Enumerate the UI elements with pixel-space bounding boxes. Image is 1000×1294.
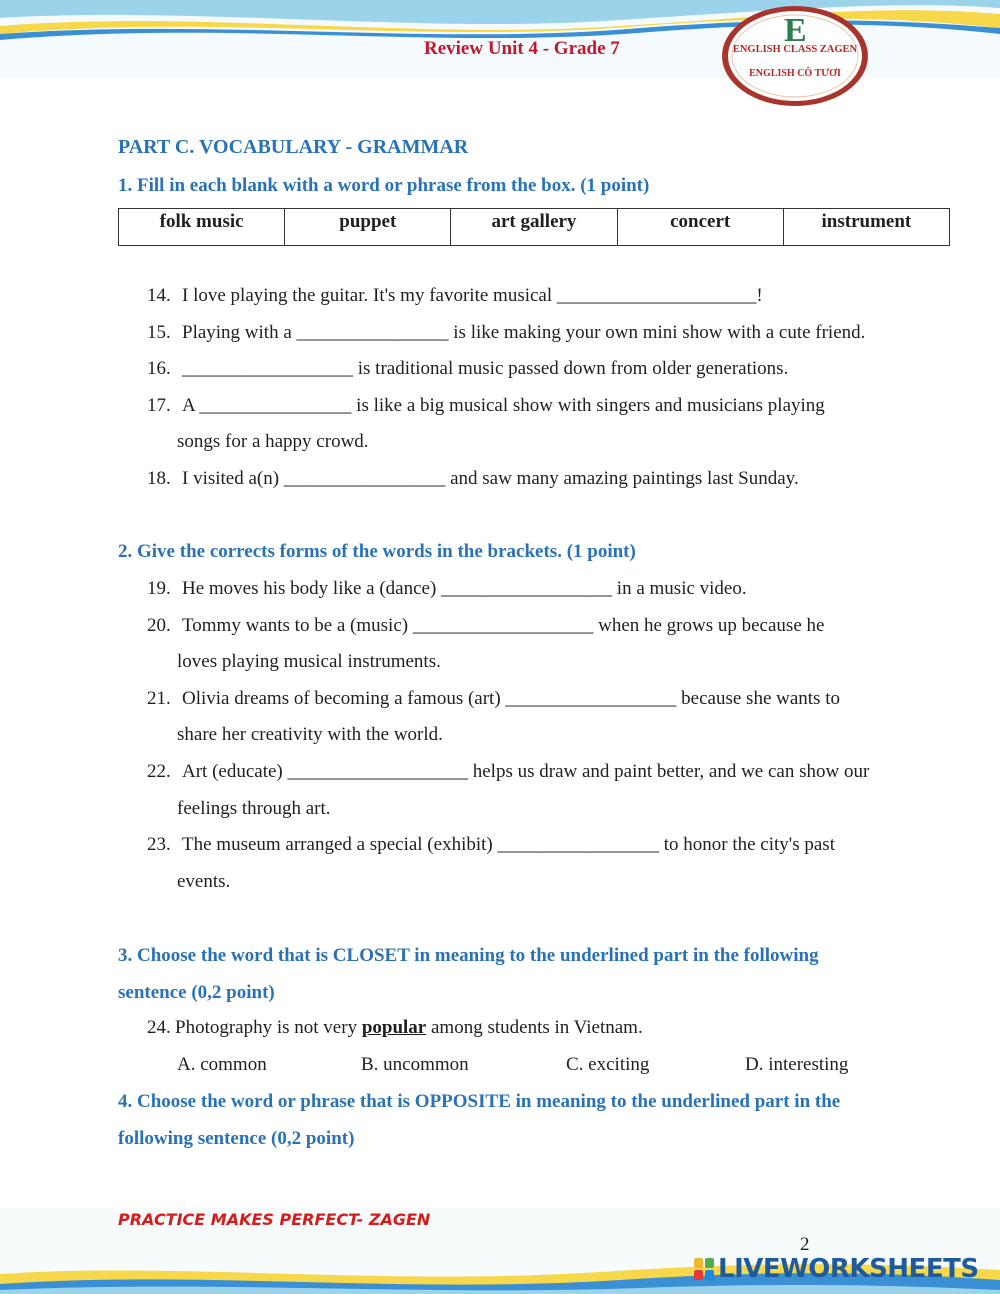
page-header-title: Review Unit 4 - Grade 7 — [424, 38, 620, 59]
logo-text-class: ENGLISH CLASS ZAGEN — [732, 44, 858, 55]
question-18 — [147, 460, 799, 497]
question-number: 15. — [147, 322, 171, 343]
section-2-title: 2. Give the corrects forms of the words in the brackets. (1 point) — [118, 541, 636, 562]
option-c: C. exciting — [566, 1054, 650, 1075]
section-4-title-line-2: following sentence (0,2 point) — [118, 1128, 355, 1149]
word-box — [118, 208, 950, 246]
question-20-continuation: loves playing musical instruments. — [177, 651, 441, 672]
section-1-title: 1. Fill in each blank with a word or phrase from the box. (1 point) — [118, 175, 650, 196]
question-number: 16. — [147, 358, 171, 379]
logo-letter: E — [784, 12, 807, 49]
question-17-continuation: songs for a happy crowd. — [177, 431, 369, 452]
question-number: 18. — [147, 468, 171, 489]
question-text-after: among students in Vietnam. — [426, 1017, 643, 1038]
question-number: 14. — [147, 285, 171, 306]
section-3-title-line-2: sentence (0,2 point) — [118, 982, 275, 1003]
liveworksheets-icon — [694, 1258, 716, 1282]
question-number: 21. — [147, 688, 171, 709]
footer-motto: PRACTICE MAKES PERFECT- ZAGEN — [118, 1210, 431, 1229]
question-19 — [147, 570, 747, 607]
question-21-continuation: share her creativity with the world. — [177, 724, 443, 745]
word-box-cell: concert — [617, 209, 783, 246]
question-16 — [147, 350, 788, 387]
question-15 — [147, 314, 865, 351]
section-4-title-line-1: 4. Choose the word or phrase that is OPPOSITE in meaning to the underlined part in the — [118, 1091, 841, 1112]
word-box-cell: puppet — [285, 209, 451, 246]
question-22-continuation: feelings through art. — [177, 798, 331, 819]
word-box-cell: folk music — [119, 209, 285, 246]
question-text: Tommy wants to be a (music) ___________________ when he grows up because he — [182, 615, 825, 636]
logo-text-teacher: ENGLISH CÔ TƯƠI — [749, 68, 841, 79]
page-number: 2 — [800, 1234, 810, 1255]
option-b: B. uncommon — [361, 1054, 469, 1075]
word-box-cell: instrument — [783, 209, 949, 246]
question-17 — [147, 387, 825, 424]
question-number: 19. — [147, 578, 171, 599]
question-24 — [147, 1009, 643, 1046]
question-20 — [147, 607, 824, 644]
word-box-cell: art gallery — [451, 209, 617, 246]
option-d: D. interesting — [745, 1054, 849, 1075]
zagen-logo — [720, 4, 870, 108]
question-number: 22. — [147, 761, 171, 782]
question-number: 23. — [147, 834, 171, 855]
question-text: He moves his body like a (dance) __________________ in a music video. — [182, 578, 747, 599]
question-23 — [147, 826, 835, 863]
question-text: Art (educate) ___________________ helps us draw and paint better, and we can show our — [182, 761, 870, 782]
question-text: I visited a(n) _________________ and saw many amazing paintings last Sunday. — [182, 468, 799, 489]
underlined-word: popular — [361, 1017, 427, 1038]
option-a: A. common — [177, 1054, 267, 1075]
question-number: 17. — [147, 395, 171, 416]
question-text-before: Photography is not very — [175, 1017, 362, 1038]
question-23-continuation: events. — [177, 871, 231, 892]
part-title: PART C. VOCABULARY - GRAMMAR — [118, 136, 469, 158]
question-number: 20. — [147, 615, 171, 636]
question-22 — [147, 753, 869, 790]
question-text: __________________ is traditional music passed down from older generations. — [182, 358, 789, 379]
section-3-title-line-1: 3. Choose the word that is CLOSET in meaning to the underlined part in the following — [118, 945, 819, 966]
question-text: I love playing the guitar. It's my favorite musical _____________________! — [182, 285, 763, 306]
question-number: 24. — [147, 1017, 171, 1038]
question-text: A ________________ is like a big musical show with singers and musicians playing — [182, 395, 825, 416]
question-text: Playing with a ________________ is like making your own mini show with a cute friend. — [182, 322, 866, 343]
question-14 — [147, 277, 763, 314]
question-21 — [147, 680, 840, 717]
question-text: The museum arranged a special (exhibit) _________________ to honor the city's past — [182, 834, 835, 855]
liveworksheets-brand[interactable] — [694, 1252, 994, 1286]
question-text: Olivia dreams of becoming a famous (art) __________________ because she wants to — [182, 688, 840, 709]
liveworksheets-wordmark: LIVEWORKSHEETS — [718, 1254, 979, 1284]
